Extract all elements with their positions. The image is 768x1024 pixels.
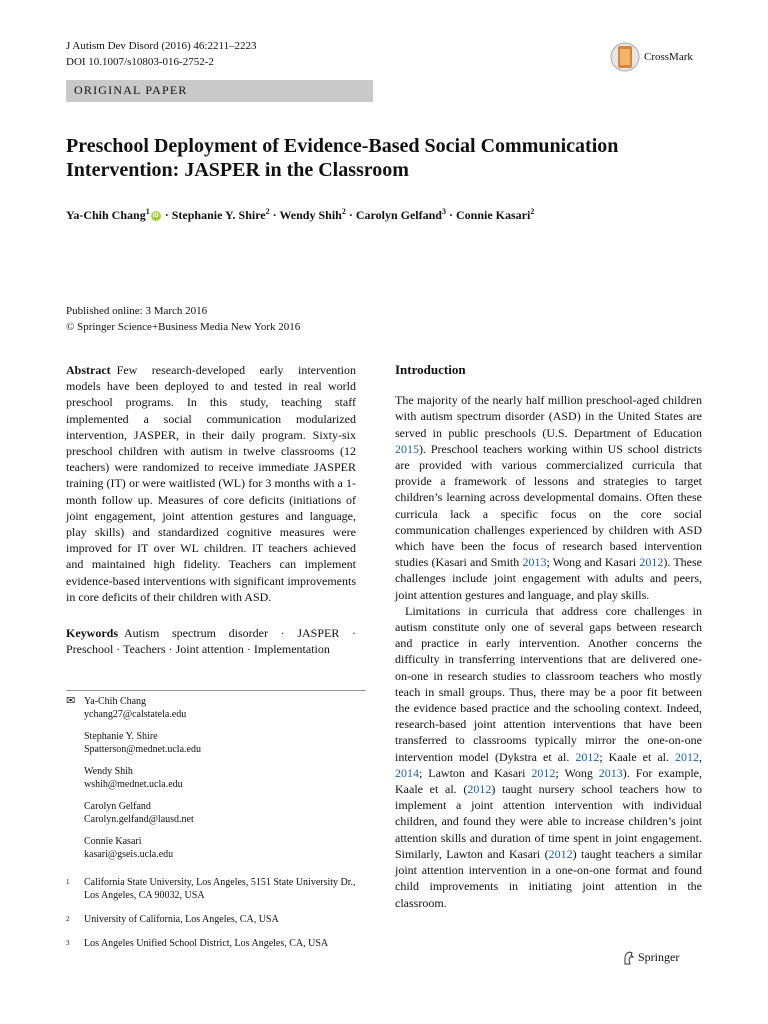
- contact-email[interactable]: wshih@mednet.ucla.edu: [84, 779, 183, 790]
- orcid-icon[interactable]: iD: [152, 213, 159, 219]
- keywords-text: Autism spectrum disorder · JASPER · Preschool · Teachers · Joint attention · Implementation: [66, 626, 356, 657]
- paragraph-text: ; Kaale et al.: [599, 749, 675, 764]
- introduction-paragraph-2: [395, 603, 702, 911]
- published-date: Published online: 3 March 2016: [66, 305, 208, 317]
- contact-email[interactable]: Carolyn.gelfand@lausd.net: [84, 814, 194, 825]
- journal-meta: [66, 38, 257, 70]
- contact-email[interactable]: Spatterson@mednet.ucla.edu: [84, 744, 201, 755]
- contact-entry: [66, 730, 366, 756]
- affiliation-number: 1: [66, 878, 70, 886]
- citation-link[interactable]: 2013: [598, 765, 623, 780]
- keywords-label: Keywords: [66, 626, 118, 641]
- citation-link[interactable]: 2012: [531, 765, 556, 780]
- paragraph-text: Limitations in curricula that address core challenges in autism constitute only one of several gaps between research and practice in early intervention. Another concerns the difficulty in transferring interventions that are delivered one-on-one in research studies to classroom teachers who mostly teach in small groups. Thus, there may be a poor fit between the evidence based practice and the schooling context. Indeed, research-based joint attention interventions that have been transferred to classrooms typically mirror the one-on-one intervention model (Dykstra et al.: [395, 603, 702, 764]
- left-column: [66, 362, 356, 657]
- paragraph-text: The majority of the nearly half million preschool-aged children with autism spectrum disorder (ASD) in the United States are served in public preschools (U.S. Department of Education: [395, 393, 702, 440]
- crossmark-icon: [610, 40, 640, 74]
- paper-title: Preschool Deployment of Evidence-Based Social Communication Intervention: JASPER in the Classroom: [66, 135, 619, 181]
- affiliation-number: 2: [66, 915, 70, 923]
- affiliation-entry: [66, 876, 366, 902]
- author-name: Stephanie Y. Shire: [171, 208, 266, 222]
- correspondence-block: [66, 690, 366, 961]
- paragraph-text: ,: [699, 749, 702, 764]
- copyright: © Springer Science+Business Media New York 2016: [66, 321, 301, 333]
- contact-entry: [66, 765, 366, 791]
- citation-link[interactable]: 2012: [675, 749, 699, 764]
- abstract-text: Few research-developed early intervention models have been deployed to and tested in real world preschool programs. In this study, teaching staff implemented a social communication modularized intervention, JASPER, in their daily program. Sixty-six preschool children with autism in twelve classrooms (12 teachers) were randomized to receive immediate JASPER training (IT) or were waitlisted (WL) for 3 months with a 1-month follow up. Measures of core deficits (initiations of joint engagement, joint attention gestures and language, play skills) and standardized cognitive measures were improved for IT over WL children. IT teachers achieved and maintained high fidelity. Teachers can implement evidence-based interventions with significant improvements in core deficits of their children with ASD.: [66, 363, 356, 604]
- paragraph-text: ). For example, Kaale et al. (: [395, 765, 702, 797]
- envelope-icon: ✉: [66, 695, 76, 707]
- affiliation-text: Los Angeles Unified School District, Los Angeles, CA, USA: [84, 938, 329, 949]
- introduction-heading: Introduction: [395, 362, 466, 377]
- affiliation-entry: [66, 937, 366, 950]
- contact-entry: [66, 695, 366, 721]
- journal-doi: DOI 10.1007/s10803-016-2752-2: [66, 56, 214, 68]
- abstract: [66, 362, 356, 605]
- author-affiliation-marker: 3: [441, 207, 446, 216]
- introduction-paragraph-1: [395, 392, 702, 603]
- article-type-banner: [66, 80, 373, 102]
- right-column: [395, 362, 702, 911]
- contact-name: Stephanie Y. Shire: [84, 731, 158, 742]
- publisher-name: Springer: [638, 950, 680, 964]
- author-separator: ·: [448, 208, 453, 222]
- paragraph-text: ). Preschool teachers working within US school districts are provided with various commercialized curricula that provide a framework of lessons and strategies to target children’s learning across developmental domains. Often these curricula lack a specific focus on the core social communication challenges experienced by children with ASD which have been the focus of research based intervention studies (Kasari and Smith: [395, 441, 702, 570]
- affiliation-text: University of California, Los Angeles, CA, USA: [84, 914, 279, 925]
- author-separator: ·: [164, 208, 169, 222]
- journal-citation: J Autism Dev Disord (2016) 46:2211–2223: [66, 40, 257, 52]
- abstract-label: Abstract: [66, 363, 111, 377]
- article-type-label: ORIGINAL PAPER: [74, 83, 188, 97]
- publication-info: [66, 303, 300, 335]
- author-name: Wendy Shih: [279, 208, 342, 222]
- citation-link[interactable]: 2015: [395, 441, 419, 456]
- paragraph-text: ; Lawton and Kasari: [419, 765, 532, 780]
- crossmark-badge[interactable]: [610, 40, 693, 74]
- paragraph-text: ; Wong and Kasari: [546, 555, 640, 570]
- contact-entry: [66, 800, 366, 826]
- author-affiliation-marker: 2: [530, 207, 535, 216]
- affiliation-number: 3: [66, 939, 70, 947]
- author-separator: ·: [348, 208, 353, 222]
- contact-name: Carolyn Gelfand: [84, 801, 151, 812]
- contact-name: Connie Kasari: [84, 836, 142, 847]
- citation-link[interactable]: 2012: [467, 782, 492, 797]
- paragraph-text: ; Wong: [555, 765, 599, 780]
- keywords: [66, 625, 356, 657]
- paragraph-text: ) taught teachers a similar joint attention intervention in a one-on-one format and found child improvements in initiating joint attention in the classroom.: [395, 846, 703, 910]
- author-name: Carolyn Gelfand: [355, 208, 442, 222]
- affiliation-entry: [66, 913, 366, 926]
- contact-name: Ya-Chih Chang: [84, 696, 147, 707]
- author-affiliation-marker: 1: [145, 207, 150, 216]
- contact-email[interactable]: kasari@gseis.ucla.edu: [84, 849, 174, 860]
- citation-link[interactable]: 2012: [575, 749, 600, 764]
- publisher-logo: [622, 950, 679, 965]
- contact-email[interactable]: ychang27@calstatela.edu: [84, 709, 187, 720]
- citation-link[interactable]: 2013: [522, 555, 547, 570]
- author-list: [66, 202, 536, 225]
- author-affiliation-marker: 2: [265, 207, 270, 216]
- paragraph-text: ). These challenges include joint engagement with adults and peers, joint attention gestures and language, and play skills.: [395, 555, 702, 602]
- citation-link[interactable]: 2012: [548, 846, 573, 861]
- citation-link[interactable]: 2014: [395, 765, 419, 780]
- contact-entry: [66, 835, 366, 861]
- author-name: Ya-Chih Chang: [66, 208, 146, 222]
- author-affiliation-marker: 2: [341, 207, 346, 216]
- author-separator: ·: [272, 208, 277, 222]
- crossmark-label: CrossMark: [644, 51, 693, 63]
- citation-link[interactable]: 2012: [639, 555, 664, 570]
- paragraph-text: ) taught nursery school teachers how to implement a joint attention intervention with individual children, and found they were able to increase children’s joint attention skills and duration of time spent in joint engagement. Similarly, Lawton and Kasari (: [395, 782, 702, 861]
- affiliation-text: California State University, Los Angeles, 5151 State University Dr., Los Angeles, CA 90032, USA: [84, 877, 356, 901]
- springer-horse-icon: [622, 951, 634, 965]
- author-name: Connie Kasari: [455, 208, 531, 222]
- contact-name: Wendy Shih: [84, 766, 133, 777]
